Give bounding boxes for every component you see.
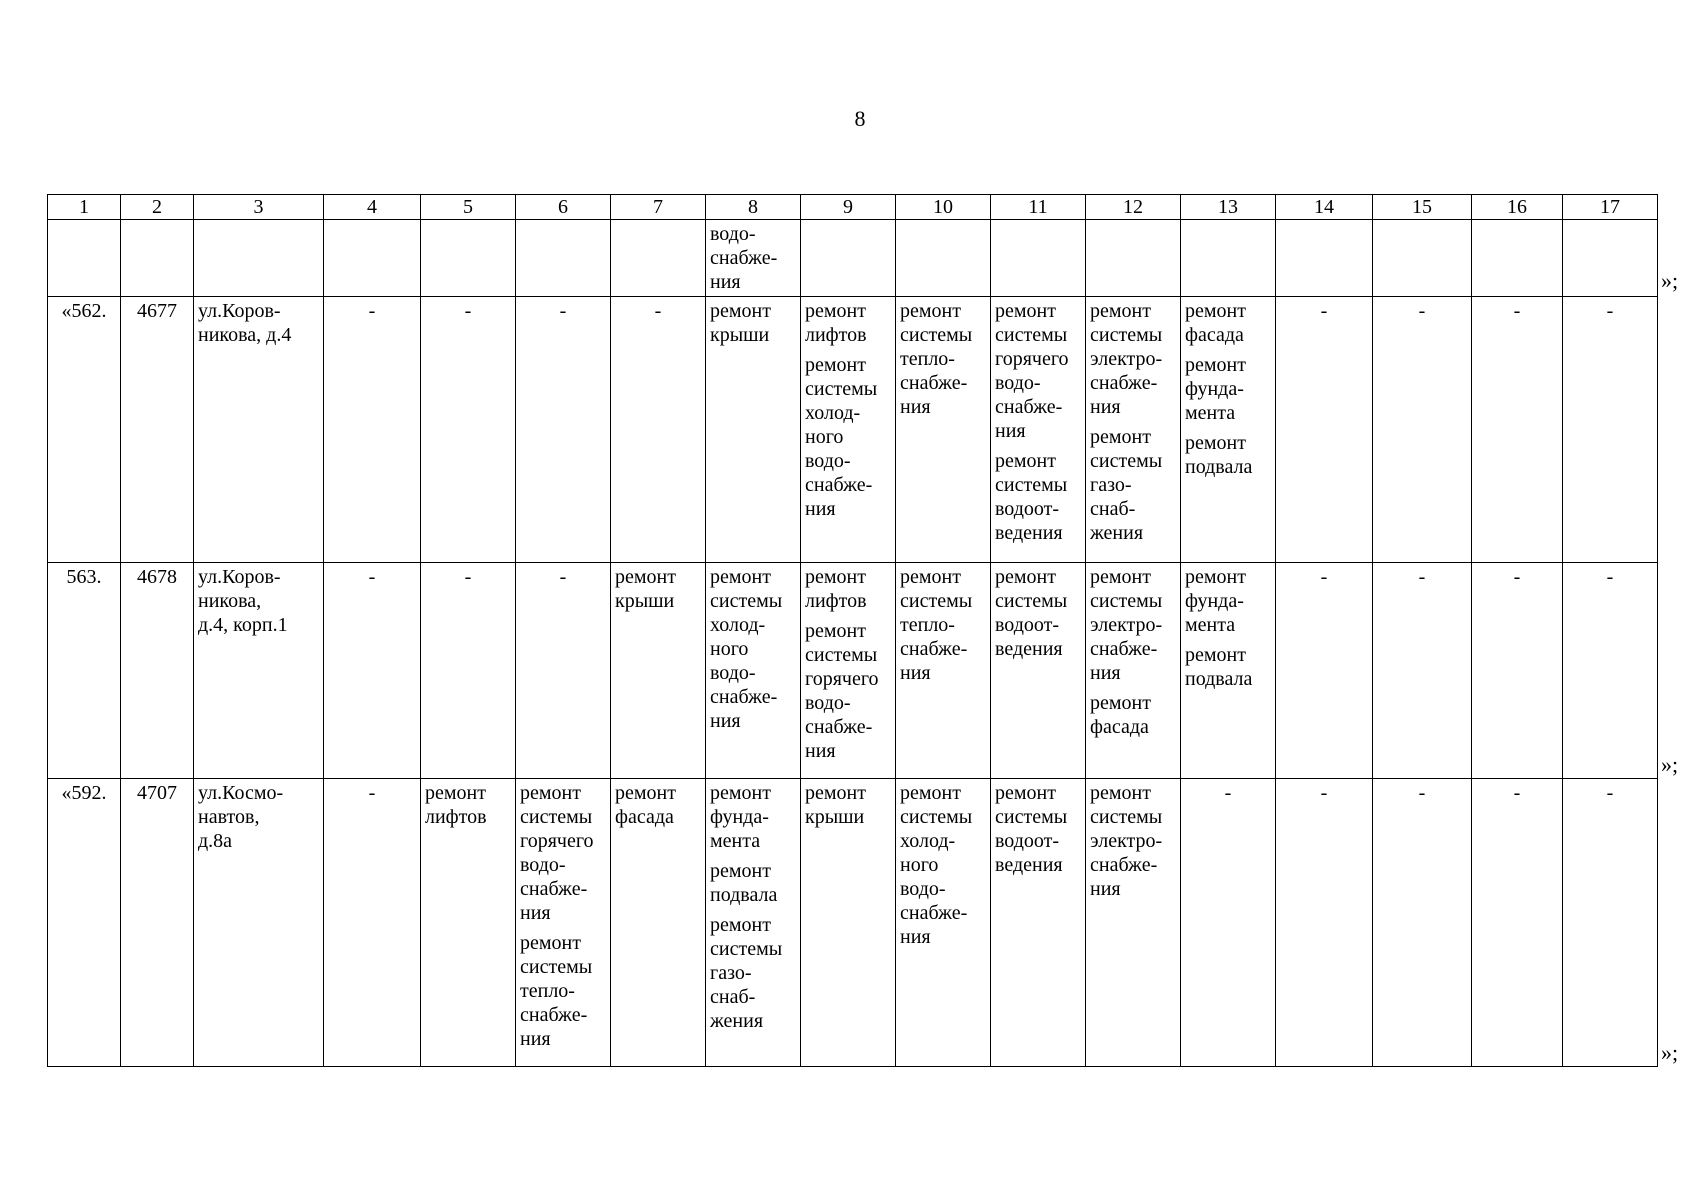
empty-dash-cell: -: [1472, 779, 1563, 1067]
column-header-12: 12: [1086, 195, 1181, 220]
closing-quote-mark: »;: [1661, 268, 1679, 293]
blank-cell: [324, 220, 421, 297]
blank-cell: [1086, 220, 1181, 297]
work-entry: ремонт подвала: [1185, 432, 1253, 478]
repair-schedule-table: [47, 194, 1658, 1067]
address-cell: ул.Коров- никова, д.4: [194, 297, 324, 563]
work-cell-col-7: [611, 563, 706, 779]
column-header-3: 3: [194, 195, 324, 220]
blank-cell: [1373, 220, 1472, 297]
work-entry: ремонт системы водоот- ведения: [995, 782, 1068, 876]
work-cell-col-6: [516, 779, 611, 1067]
work-entry: ремонт системы горячего водо- снабже- ния: [520, 782, 594, 924]
empty-dash-cell: -: [1276, 563, 1373, 779]
column-header-7: 7: [611, 195, 706, 220]
work-entry: ремонт подвала: [1185, 644, 1253, 690]
work-cell-col-11: [991, 779, 1086, 1067]
blank-cell: [1563, 220, 1658, 297]
blank-cell: [801, 220, 896, 297]
work-cell-col-9: [801, 779, 896, 1067]
column-header-9: 9: [801, 195, 896, 220]
column-header-10: 10: [896, 195, 991, 220]
blank-cell: [991, 220, 1086, 297]
row-number-cell: «562.: [48, 297, 121, 563]
address-cell: ул.Коров- никова, д.4, корп.1: [194, 563, 324, 779]
empty-dash-cell: -: [1563, 297, 1658, 563]
work-entry: ремонт фасада: [1090, 692, 1151, 738]
column-header-17: 17: [1563, 195, 1658, 220]
blank-cell: [1472, 220, 1563, 297]
work-entry: ремонт системы водоот- ведения: [995, 566, 1068, 660]
work-entry: ремонт крыши: [710, 300, 771, 346]
empty-dash-cell: -: [516, 297, 611, 563]
empty-dash-cell: -: [324, 297, 421, 563]
work-cell-col-11: [991, 563, 1086, 779]
empty-dash-cell: -: [1563, 563, 1658, 779]
blank-cell: [896, 220, 991, 297]
work-cell-col-7: [611, 779, 706, 1067]
empty-dash-cell: -: [324, 779, 421, 1067]
empty-dash-cell: -: [421, 563, 516, 779]
work-cell-col-10: [896, 297, 991, 563]
table-row: [48, 563, 1658, 779]
empty-dash-cell: -: [1563, 779, 1658, 1067]
work-entry: ремонт системы электро- снабже- ния: [1090, 566, 1163, 684]
column-header-6: 6: [516, 195, 611, 220]
empty-dash-cell: -: [324, 563, 421, 779]
work-cell-col-12: [1086, 297, 1181, 563]
object-code-cell: 4677: [121, 297, 194, 563]
empty-dash-cell: -: [1373, 297, 1472, 563]
work-entry: ремонт системы электро- снабже- ния: [1090, 300, 1163, 418]
work-cell-col-13: [1181, 563, 1276, 779]
empty-dash-cell: -: [1276, 779, 1373, 1067]
blank-cell: [516, 220, 611, 297]
blank-cell: [1276, 220, 1373, 297]
empty-dash-cell: -: [1472, 297, 1563, 563]
column-header-11: 11: [991, 195, 1086, 220]
address-cell: ул.Космо- навтов, д.8а: [194, 779, 324, 1067]
column-header-1: 1: [48, 195, 121, 220]
work-cell-col-10: [896, 563, 991, 779]
empty-dash-cell: -: [1472, 563, 1563, 779]
work-entry: ремонт системы тепло- снабже- ния: [900, 300, 973, 418]
page-number: 8: [854, 106, 866, 131]
work-entry: ремонт системы холод- ного водо- снабже- ния: [805, 354, 878, 520]
blank-cell: [611, 220, 706, 297]
work-entry: ремонт системы горячего водо- снабже- ния: [995, 300, 1069, 442]
address-cell: [194, 220, 324, 297]
column-header-16: 16: [1472, 195, 1563, 220]
work-entry: ремонт системы газо- снаб- жения: [710, 914, 783, 1032]
empty-dash-cell: -: [1373, 779, 1472, 1067]
empty-dash-cell: -: [1373, 563, 1472, 779]
empty-dash-cell: -: [516, 563, 611, 779]
closing-quote-mark: »;: [1661, 752, 1679, 777]
work-cell-col-5: [421, 779, 516, 1067]
work-cell-col-12: [1086, 779, 1181, 1067]
work-entry: ремонт фунда- мента: [1185, 354, 1246, 424]
work-entry: ремонт лифтов: [805, 566, 867, 612]
work-entry: ремонт фасада: [1185, 300, 1246, 346]
work-cell-col-8: [706, 220, 801, 297]
blank-cell: [1181, 220, 1276, 297]
empty-dash-cell: -: [611, 297, 706, 563]
work-entry: ремонт крыши: [615, 566, 676, 612]
work-entry: ремонт системы холод- ного водо- снабже- ния: [900, 782, 973, 948]
column-number-header-row: [48, 195, 1658, 220]
work-cell-col-11: [991, 297, 1086, 563]
work-cell-col-8: [706, 563, 801, 779]
work-entry: ремонт системы тепло- снабже- ния: [520, 932, 593, 1050]
empty-dash-cell: -: [1181, 779, 1276, 1067]
object-code-cell: [121, 220, 194, 297]
table-row: [48, 297, 1658, 563]
column-header-2: 2: [121, 195, 194, 220]
work-cell-col-8: [706, 779, 801, 1067]
object-code-cell: 4707: [121, 779, 194, 1067]
work-entry: ремонт системы электро- снабже- ния: [1090, 782, 1163, 900]
column-header-4: 4: [324, 195, 421, 220]
work-entry: ремонт фасада: [615, 782, 676, 828]
empty-dash-cell: -: [1276, 297, 1373, 563]
work-cell-col-8: [706, 297, 801, 563]
table-row: [48, 220, 1658, 297]
work-cell-col-13: [1181, 297, 1276, 563]
row-number-cell: [48, 220, 121, 297]
column-header-8: 8: [706, 195, 801, 220]
empty-dash-cell: -: [421, 297, 516, 563]
closing-quote-mark: »;: [1661, 1040, 1679, 1065]
column-header-5: 5: [421, 195, 516, 220]
work-entry: ремонт крыши: [805, 782, 866, 828]
work-entry: ремонт системы тепло- снабже- ния: [900, 566, 973, 684]
work-cell-col-9: [801, 297, 896, 563]
column-header-13: 13: [1181, 195, 1276, 220]
work-entry: ремонт фунда- мента: [1185, 566, 1246, 636]
column-header-15: 15: [1373, 195, 1472, 220]
work-entry: ремонт подвала: [710, 860, 778, 906]
column-header-14: 14: [1276, 195, 1373, 220]
work-entry: ремонт системы газо- снаб- жения: [1090, 426, 1163, 544]
work-entry: ремонт системы горячего водо- снабже- ния: [805, 620, 879, 762]
work-entry: ремонт лифтов: [805, 300, 867, 346]
blank-cell: [421, 220, 516, 297]
work-cell-col-10: [896, 779, 991, 1067]
row-number-cell: 563.: [48, 563, 121, 779]
work-entry: водо- снабже- ния: [710, 223, 778, 293]
row-number-cell: «592.: [48, 779, 121, 1067]
table-row: [48, 779, 1658, 1067]
work-cell-col-9: [801, 563, 896, 779]
work-cell-col-12: [1086, 563, 1181, 779]
work-entry: ремонт системы водоот- ведения: [995, 450, 1068, 544]
work-entry: ремонт фунда- мента: [710, 782, 771, 852]
work-entry: ремонт системы холод- ного водо- снабже- ния: [710, 566, 783, 732]
object-code-cell: 4678: [121, 563, 194, 779]
work-entry: ремонт лифтов: [425, 782, 487, 828]
